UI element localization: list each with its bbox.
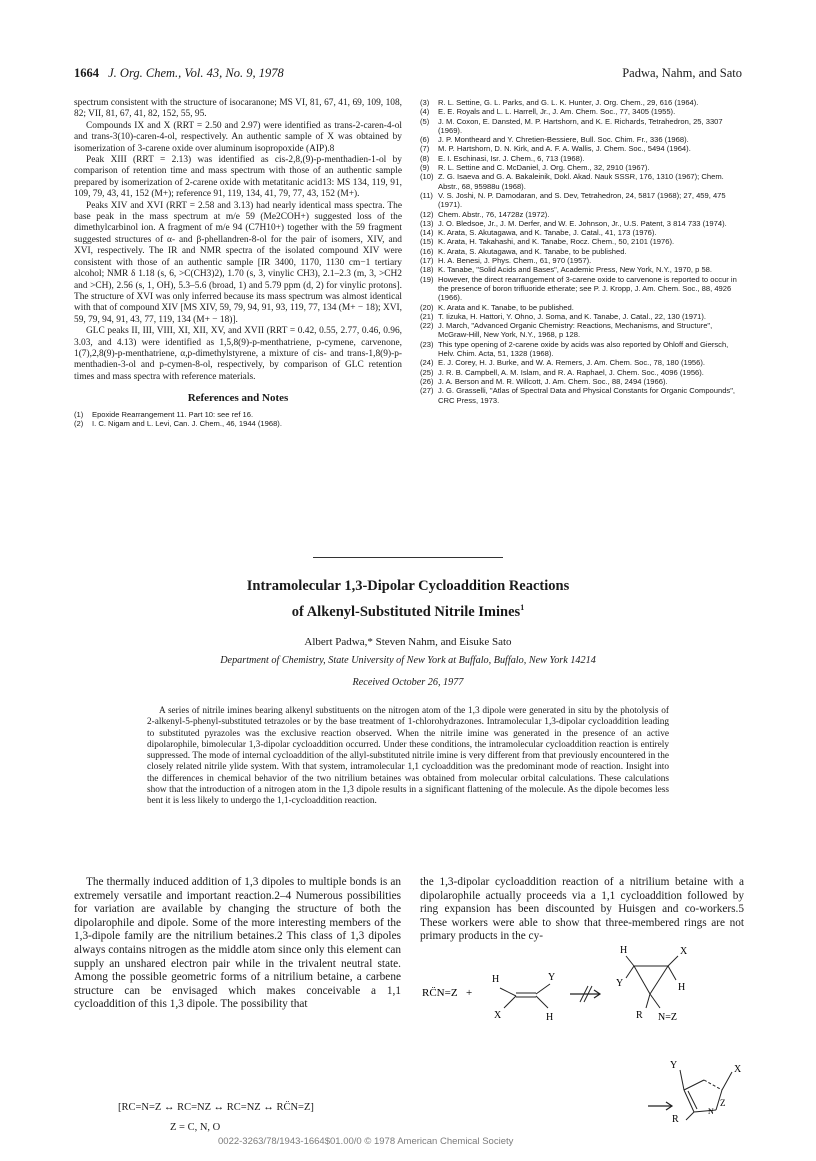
title-line-2-text: of Alkenyl-Substituted Nitrile Imines [291, 603, 521, 620]
ref-number: (10) [420, 172, 434, 182]
cyclopropane-label: H [620, 945, 628, 956]
references-list-right [420, 98, 744, 405]
cyclopropane-label: R [636, 1010, 643, 1021]
reference-item [420, 210, 744, 219]
reference-item [420, 321, 744, 340]
ref-number: (22) [420, 321, 434, 331]
references-list-left [74, 410, 402, 429]
cyclopropane-structure [616, 945, 688, 1023]
ref-text: V. S. Joshi, N. P. Damodaran, and S. Dev, Tetrahedron, 24, 5817 (1968); 27, 459, 475 (1971). [438, 190, 726, 210]
reference-item [420, 228, 744, 237]
page-number: 1664 [74, 66, 99, 80]
left-column [74, 98, 402, 428]
reference-item [420, 256, 744, 265]
ref-number: (26) [420, 376, 434, 386]
paragraph: Peak XIII (RRT = 2.13) was identified as cis-2,8,(9)-p-menthadien-1-ol by comparison of retention time and mass spectrum with those of an authentic sample prepared by isomerization of 2-carene oxide with metatitanic acid13: MS 134, 119, 91, 109, 79, 43, 41, 152 (M+); reference 91, 119, 134, 41, 79, 77, 43, 152 (M+). [74, 155, 402, 200]
running-authors: Padwa, Nahm, and Sato [622, 66, 742, 80]
reference-item [74, 410, 402, 419]
alkene-label: X [494, 1010, 502, 1021]
ref-text: K. Arata, S. Akutagawa, and K. Tanabe, to be published. [438, 246, 627, 256]
ref-text: J. M. Coxon, E. Dansted, M. P. Hartshorn, and K. E. Richards, Tetrahedron, 25, 3307 (1969). [438, 116, 723, 135]
body-paragraph-right: the 1,3-dipolar cycloaddition reaction of a nitrilium betaine with a dipolarophile actually proceeds via a 1,1 cycloaddition followed by ring expansion has been discounted by Huisgen and co-workers.5 These workers were able to show that three-membered rings are not primary products in the cy- [420, 876, 744, 943]
reaction-arrow [648, 1102, 672, 1110]
alkene-label: H [492, 974, 500, 985]
ref-number: (11) [420, 190, 433, 200]
resonance-structures: [RC=N=Z ↔ RC=NZ ↔ RC=NZ ↔ RC̈N=Z] [118, 1102, 314, 1113]
plus-sign: + [466, 987, 473, 999]
article-authors: Albert Padwa,* Steven Nahm, and Eisuke Sato [304, 636, 512, 648]
article-title [74, 576, 742, 623]
ref-number: (8) [420, 153, 430, 163]
journal-citation: J. Org. Chem., Vol. 43, No. 9, 1978 [108, 66, 284, 80]
ref-number: (23) [420, 339, 434, 349]
reference-item [420, 265, 744, 274]
reference-item [420, 275, 744, 303]
ref-text: K. Arata and K. Tanabe, to be published. [438, 302, 574, 312]
pyrazoline-label: Z [720, 1098, 726, 1108]
reference-item [420, 191, 744, 210]
cyclopropane-label: N=Z [658, 1012, 677, 1023]
title-line-2 [74, 597, 742, 623]
alkene-label: H [546, 1012, 554, 1023]
ref-number: (20) [420, 302, 434, 312]
ref-text: R. L. Settine and C. McDaniel, J. Org. Chem., 32, 2910 (1967). [438, 163, 650, 173]
paragraph: GLC peaks II, III, VIII, XI, XII, XV, and XVII (RRT = 0.42, 0.55, 2.77, 0.46, 0.96, 3.03, and 4.13) were identified as 1,5,8(9)-p-menthatriene, p-cymene, carvenone, 1(7),2,8(9)-p-menthatriene, α,p-dimethylstyrene, a mixture of cis- and trans-1,8(9)-p-menthadien-3-ol and p-cymen-8-ol, respectively, by comparison of GLC retention times and mass spectra with reference materials. [74, 326, 402, 382]
reactant-label: RC̈N=Z [422, 987, 458, 999]
paragraph: Peaks XIV and XVI (RRT = 2.58 and 3.13) had nearly identical mass spectra. The base peak in the mass spectrum at m/e 59 (Me2COH+) suggested loss of the dimethylcarbinol ion. A fragment of m/e 94 (C7H10+) together with the 59 fragment suggested structures of α- and β-phellandren-8-ol for the pair of isomers, XIV, and XVI, respectively. The IR and NMR spectra of the isolated compound XIV were consistent with those of an authentic sample [IR 3400, 1170, 1130 cm−1 tertiary alcohol; NMR δ 1.18 (s, 6, >C(CH3)2), 1.70 (s, 3, vinylic CH3), 2.1–2.3 (m, 3, >CH2 and >CH), 2.56 (s, 1, OH), 5.3–5.6 (broad, 1) and 5.79 ppm (d, 2) for vinylic protons]. The structure of XVI was only inferred because its mass spectrum was almost identical with that of compound XIV [MS XIV, 59, 79, 94, 91, 93, 119, 77, 134 (M+ − 18); XVI, 59, 79, 94, 91, 43, 77, 119, 134 (M+ − 18)]. [74, 200, 402, 325]
ref-number: (4) [420, 107, 430, 117]
pyrazoline-structure [670, 1060, 742, 1125]
ref-text: J. R. B. Campbell, A. M. Islam, and R. A. Raphael, J. Chem. Soc., 4096 (1956). [438, 367, 704, 377]
cyclopropane-label: H [678, 982, 686, 993]
ref-text: J. P. Montheard and Y. Chretien-Bessiere, Bull. Soc. Chim. Fr., 336 (1968). [438, 135, 689, 145]
ref-text: Z. G. Isaeva and G. A. Bakaleinik, Dokl. Akad. Nauk SSSR, 176, 1310 (1967); Chem. Abstr., 68, 95988u (1968). [438, 172, 724, 191]
ref-number: (25) [420, 367, 434, 377]
ref-text: Chem. Abstr., 76, 14728z (1972). [438, 209, 550, 219]
ref-text: H. A. Benesi, J. Phys. Chem., 61, 970 (1957). [438, 256, 592, 266]
ref-text: K. Arata, H. Takahashi, and K. Tanabe, Rocz. Chem., 50, 2101 (1976). [438, 237, 675, 247]
ref-text: However, the direct rearrangement of 3-carene oxide to carvenone is reported to occur in the presence of boron trifluoride etherate; see P. J. Kropp, J. Am. Chem. Soc., 88, 4926 (1966). [438, 274, 737, 303]
ref-number: (1) [74, 409, 84, 419]
copyright-footer: 0022-3263/78/1943-1664$01.00/0 © 1978 American Chemical Society [218, 1136, 514, 1147]
reference-item [420, 312, 744, 321]
alkene-structure [492, 972, 555, 1023]
reaction-scheme [420, 930, 750, 1125]
received-date: Received October 26, 1977 [352, 677, 464, 688]
ref-number: (14) [420, 228, 434, 238]
z-definition: Z = C, N, O [170, 1122, 221, 1133]
running-head [74, 66, 742, 84]
ref-number: (24) [420, 358, 434, 368]
ref-number: (13) [420, 218, 434, 228]
ref-number: (16) [420, 246, 434, 256]
reference-item [420, 163, 744, 172]
cyclopropane-label: Y [616, 978, 624, 989]
reference-item [420, 107, 744, 116]
pyrazoline-label: X [734, 1064, 742, 1075]
reference-item [420, 247, 744, 256]
pyrazoline-label: N [708, 1107, 714, 1116]
ref-text: E. J. Corey, H. J. Burke, and W. A. Remers, J. Am. Chem. Soc., 78, 180 (1956). [438, 358, 706, 368]
reference-item [420, 358, 744, 367]
ref-text: E. E. Royals and L. L. Harrell, Jr., J. Am. Chem. Soc., 77, 3405 (1955). [438, 107, 676, 117]
reference-item [420, 340, 744, 359]
ref-number: (17) [420, 256, 434, 266]
reference-item [420, 377, 744, 386]
reference-item [420, 303, 744, 312]
reference-item [420, 135, 744, 144]
pyrazoline-label: R [672, 1114, 679, 1125]
ref-text: This type opening of 2-carene oxide by acids was also reported by Ohloff and Giersch, Helv. Chim. Acta, 51, 1328 (1968). [438, 339, 729, 359]
ref-number: (9) [420, 163, 430, 173]
reference-item [420, 154, 744, 163]
ref-text: K. Arata, S. Akutagawa, and K. Tanabe, J. Catal., 41, 173 (1976). [438, 228, 657, 238]
ref-text: J. O. Bledsoe, Jr., J. M. Derfer, and W. E. Johnson, Jr., U.S. Patent, 3 814 733 (1974). [438, 218, 727, 228]
reference-item [74, 419, 402, 428]
ref-text: T. Iizuka, H. Hattori, Y. Ohno, J. Soma, and K. Tanabe, J. Catal., 22, 130 (1971). [438, 311, 707, 321]
pyrazoline-label: Y [670, 1060, 678, 1071]
ref-number: (7) [420, 144, 430, 154]
ref-number: (15) [420, 237, 434, 247]
reference-item [420, 117, 744, 136]
references-heading: References and Notes [187, 392, 289, 405]
ref-number: (19) [420, 274, 434, 284]
ref-number: (6) [420, 135, 430, 145]
abstract: A series of nitrile imines bearing alkenyl substituents on the nitrogen atom of the 1,3 dipole were generated in situ by the photolysis of 2-alkenyl-5-phenyl-substituted tetrazoles or by the base treatment of 1-chlorohydrazones. Intramolecular 1,3-dipolar cycloaddition leading to substituted pyrazoles was the exclusive reaction observed. When the nitrile imine was generated in the presence of an active dipolarophile, bimolecular 1,3-dipolar cycloaddition occurred. Under these conditions, the intramolecular cycloaddition reaction is entirely suppressed. The mode of internal cycloaddition of the allyl-substituted nitrile imine is very different from that previously encountered in the closely related nitrile ylide system. With that system, intramolecular 1,1 cycloaddition was the predominant mode of reaction. Insight into the differences in chemical behavior of the two nitrilium betaines was obtained from molecular orbital calculations. These calculations show that the introduction of a nitrogen atom in the 1,3 dipole results in a significant flattening of the molecule. As the dipole becomes less bent it is less likely to undergo the 1,1-cycloaddition reaction. [147, 706, 669, 807]
ref-text: I. C. Nigam and L. Levi, Can. J. Chem., 46, 1944 (1968). [92, 418, 282, 428]
reference-item [420, 144, 744, 153]
ref-number: (21) [420, 311, 434, 321]
ref-text: R. L. Settine, G. L. Parks, and G. L. K. Hunter, J. Org. Chem., 29, 616 (1964). [438, 98, 699, 107]
title-footnote-marker: 1 [520, 603, 525, 612]
ref-text: Epoxide Rearrangement 11. Part 10: see ref 16. [92, 409, 254, 419]
ref-text: J. March, "Advanced Organic Chemistry: Reactions, Mechanisms, and Structure", McGraw-Hill, New York, N.Y., 1968, p 128. [438, 321, 713, 340]
reference-item [420, 219, 744, 228]
affiliation: Department of Chemistry, State University of New York at Buffalo, Buffalo, New York 14214 [220, 655, 596, 666]
reference-item [420, 368, 744, 377]
ref-text: J. A. Berson and M. R. Willcott, J. Am. Chem. Soc., 88, 2494 (1966). [438, 376, 668, 386]
ref-number: (3) [420, 98, 430, 107]
ref-text: E. I. Eschinasi, Isr. J. Chem., 6, 713 (1968). [438, 153, 585, 163]
ref-number: (18) [420, 265, 434, 275]
article-separator [313, 557, 503, 558]
paragraph: Compounds IX and X (RRT = 2.50 and 2.97) were identified as trans-2-caren-4-ol and trans-3(10)-caren-4-ol, respectively. An authentic sample of X was obtained by isomerization of 3-carene oxide over aluminum isopropoxide (AIP).8 [74, 120, 402, 154]
ref-number: (2) [74, 418, 84, 428]
reference-item [420, 98, 744, 107]
ref-number: (5) [420, 116, 430, 126]
ref-number: (27) [420, 386, 434, 396]
reference-item [420, 237, 744, 246]
ref-number: (12) [420, 209, 434, 219]
reference-item [420, 386, 744, 405]
cyclopropane-label: X [680, 946, 688, 957]
body-paragraph-left: The thermally induced addition of 1,3 dipoles to multiple bonds is an extremely versatile and important reaction.2–4 Numerous possibilities for variation are available by changing the structure of both the dipolarophile and dipole. Some of the more interesting members of the 1,3-dipole family are the nitrilium betaines.2 This class of 1,3 dipoles always contains nitrogen as the middle atom since only this element can supply an unshared electron pair while in the trivalent neutral state. Among the possible geometric forms of a nitrilium betaine, a carbene structure can be envisaged which makes conceivable a 1,1 cycloaddition of this 1,3 dipole. The possibility that [74, 876, 401, 1011]
not-forward-arrow [570, 986, 600, 1002]
ref-text: M. P. Hartshorn, D. N. Kirk, and A. F. A. Wallis, J. Chem. Soc., 5494 (1964). [438, 144, 691, 154]
ref-text: K. Tanabe, "Solid Acids and Bases", Academic Press, New York, N.Y., 1970, p 58. [438, 265, 713, 275]
title-line-1: Intramolecular 1,3-Dipolar Cycloaddition Reactions [246, 578, 570, 594]
paragraph: spectrum consistent with the structure of isocaranone; MS VI, 81, 67, 41, 69, 109, 108, 82; VII, 81, 67, 41, 82, 152, 55, 95. [74, 98, 402, 120]
ref-text: J. G. Grasselli, "Atlas of Spectral Data and Physical Constants for Organic Compounds", CRC Press, 1973. [438, 386, 736, 405]
alkene-label: Y [548, 972, 556, 983]
reference-item [420, 172, 744, 191]
